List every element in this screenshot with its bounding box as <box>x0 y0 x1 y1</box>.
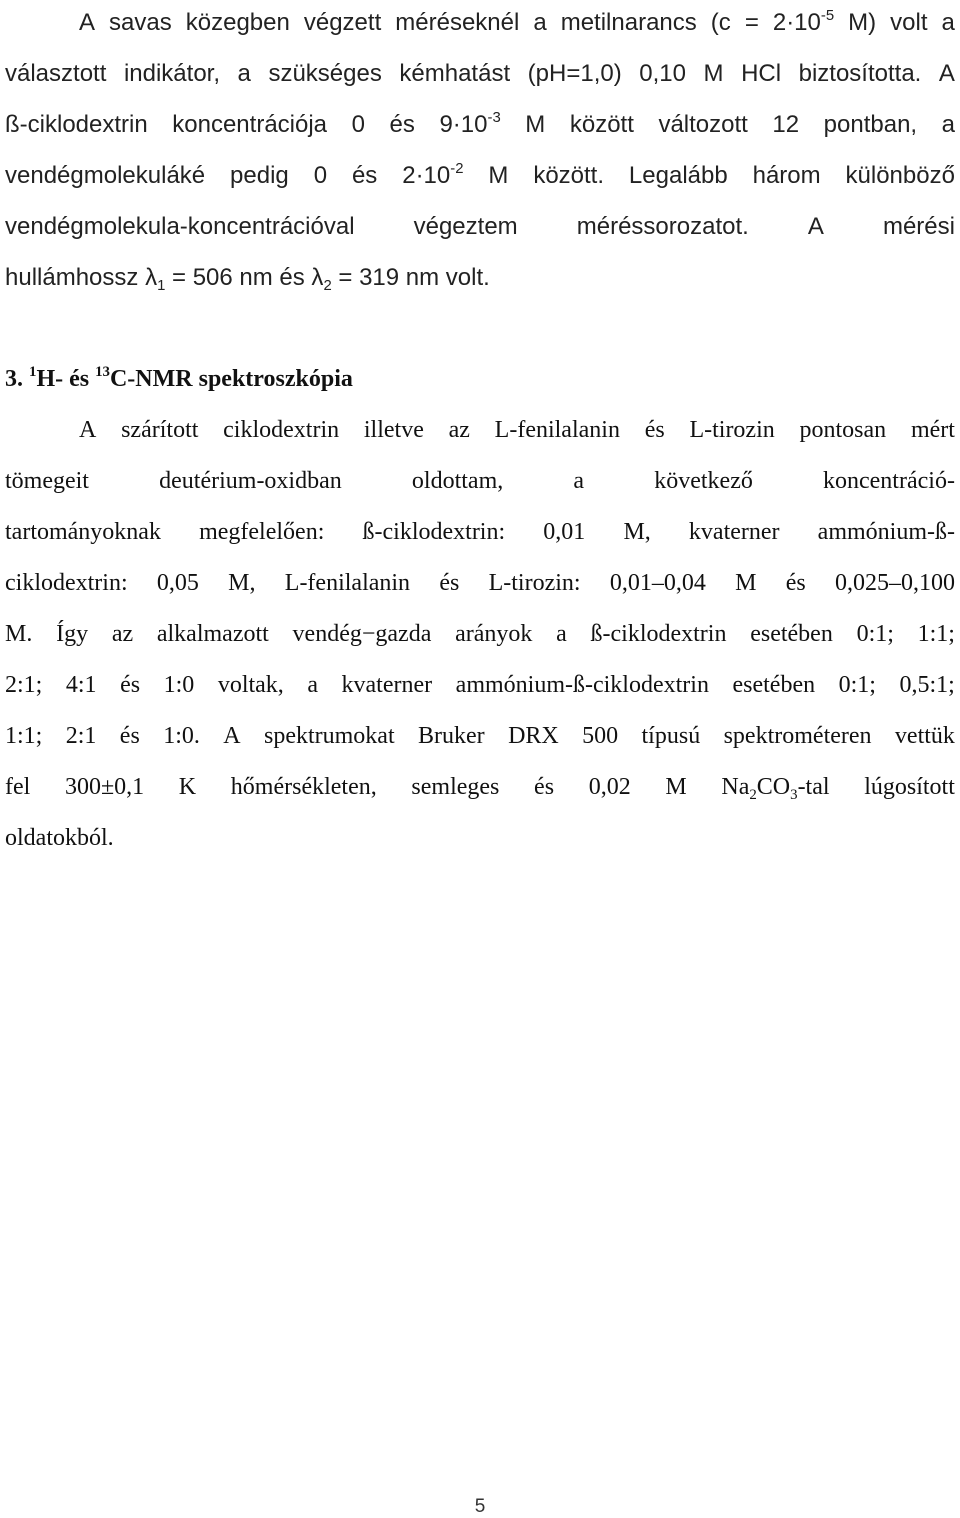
word: 2:1; <box>5 672 43 698</box>
word: és <box>644 417 665 443</box>
word: és <box>785 570 806 596</box>
word: M <box>488 162 509 189</box>
word: tartományoknak <box>5 519 161 545</box>
text-line <box>5 660 955 711</box>
text-line <box>5 48 955 99</box>
word: 1:1; <box>5 723 43 749</box>
word: indikátor, <box>123 60 220 87</box>
word: oldottam, <box>411 468 504 494</box>
word: ß-ciklodextrin: <box>362 519 506 545</box>
word: ciklodextrin <box>223 417 340 443</box>
word: között. <box>533 162 605 189</box>
word: méréssorozatot. <box>576 213 749 240</box>
text-line <box>5 762 955 813</box>
word: változott <box>658 111 748 138</box>
word: savas <box>109 9 172 36</box>
word: 0,02 <box>588 774 631 800</box>
word: L-fenilalanin <box>284 570 411 596</box>
word: méréseknél <box>395 9 520 36</box>
paragraph-spectrophotometry-conditions <box>5 0 955 303</box>
word: 0,01 <box>543 519 586 545</box>
word: közegben <box>185 9 290 36</box>
word: 0,05 <box>156 570 199 596</box>
word: M, <box>623 519 651 545</box>
word: szárított <box>121 417 199 443</box>
word: biztosította. <box>798 60 922 87</box>
word: ß-ciklodextrin <box>590 621 727 647</box>
word: $2\cdot 10^{-2}$ <box>402 161 464 189</box>
text-line <box>5 507 955 558</box>
word: (pH=1,0) <box>527 60 622 87</box>
word: típusú <box>641 723 701 749</box>
word: vendégmolekuláké <box>5 162 206 189</box>
word: koncentrációja <box>172 111 328 138</box>
word: a <box>307 672 318 698</box>
word: oldatokból. <box>5 825 114 851</box>
word: spektrumokat <box>263 723 395 749</box>
word: 2:1 <box>65 723 97 749</box>
word: és <box>439 570 460 596</box>
word: ammónium-ß-ciklodextrin <box>455 672 709 698</box>
text-line <box>5 0 955 48</box>
text-line <box>5 456 955 507</box>
word: a <box>533 9 547 36</box>
word: megfelelően: <box>199 519 325 545</box>
word: K <box>178 774 197 800</box>
word: esetében <box>750 621 833 647</box>
word: DRX <box>508 723 559 749</box>
word: lúgosított <box>864 774 955 800</box>
text-line <box>5 711 955 762</box>
word: M <box>735 570 757 596</box>
word: A <box>807 213 824 240</box>
word: Bruker <box>418 723 485 749</box>
word: L-tirozin <box>689 417 775 443</box>
word: alkalmazott <box>156 621 269 647</box>
word: kvaterner <box>341 672 433 698</box>
word: és <box>120 672 141 698</box>
word: = <box>744 9 759 36</box>
word: 1:0 <box>163 672 195 698</box>
word: között <box>569 111 634 138</box>
word: ß-ciklodextrin <box>5 111 148 138</box>
word: fel <box>5 774 31 800</box>
word: L-tirozin: <box>488 570 581 596</box>
page-number: 5 <box>474 1496 486 1517</box>
text-line <box>5 201 955 252</box>
text-line <box>5 558 955 609</box>
word: semleges <box>411 774 500 800</box>
word: hőmérsékleten, <box>230 774 377 800</box>
word: M <box>525 111 546 138</box>
word: 0 <box>351 111 365 138</box>
word: 4:1 <box>65 672 97 698</box>
word: $9\cdot 10^{-3}$ <box>439 110 501 138</box>
word: ammónium-ß- <box>817 519 955 545</box>
word: 0:1; <box>838 672 876 698</box>
word: három <box>752 162 821 189</box>
word: és <box>119 723 140 749</box>
word: 1:1; <box>917 621 955 647</box>
word: az <box>111 621 134 647</box>
word: és <box>389 111 415 138</box>
word: szükséges <box>268 60 382 87</box>
word: vettük <box>894 723 955 749</box>
section-title: 3. $^1$H- és $^{13}$C-NMR spektroszkópia <box>5 364 353 392</box>
word: kémhatást <box>399 60 511 87</box>
word: esetében <box>732 672 816 698</box>
word: 500 <box>582 723 619 749</box>
word: M <box>665 774 687 800</box>
word: illetve <box>363 417 424 443</box>
word: A <box>938 60 955 87</box>
word: 0,5:1; <box>899 672 955 698</box>
word: hullámhossz $\lambda_1 = 506$ nm és $\lambda_2 = 319$ nm volt. <box>5 264 490 295</box>
word: tömegeit <box>5 468 89 494</box>
word: volt <box>890 9 928 36</box>
text-line <box>5 150 955 201</box>
word: és <box>351 162 378 189</box>
word: végzett <box>303 9 382 36</box>
word: és <box>534 774 555 800</box>
word: pontban, <box>823 111 918 138</box>
word: M, <box>228 570 256 596</box>
word: mért <box>910 417 955 443</box>
word: Így <box>56 621 89 647</box>
word: M) <box>848 9 877 36</box>
word: ciklodextrin: <box>5 570 128 596</box>
word: 1:0. <box>163 723 200 749</box>
word: a <box>237 60 251 87</box>
word: spektrométeren <box>723 723 872 749</box>
word: 0:1; <box>856 621 894 647</box>
word: kvaterner <box>688 519 780 545</box>
word: arányok <box>455 621 533 647</box>
word: 0,025–0,100 <box>834 570 955 596</box>
word: koncentráció- <box>823 468 955 494</box>
text-line <box>5 99 955 150</box>
text-line <box>5 405 955 456</box>
word: A <box>79 9 96 36</box>
text-line <box>5 609 955 660</box>
word: voltak, <box>217 672 284 698</box>
word: A <box>223 723 241 749</box>
word: 300±0,1 <box>64 774 145 800</box>
word: HCl <box>741 60 782 87</box>
word: metilnarancs <box>560 9 697 36</box>
word: választott <box>5 60 107 87</box>
word: $2\cdot 10^{-5}$ <box>772 8 835 36</box>
word: vendég−gazda <box>292 621 432 647</box>
word: M <box>703 60 724 87</box>
word: a <box>573 468 585 494</box>
word: 12 <box>772 111 800 138</box>
text-line <box>5 252 955 303</box>
word: különböző <box>845 162 955 189</box>
word: a <box>556 621 567 647</box>
word: 0,10 <box>639 60 686 87</box>
word: pontosan <box>799 417 887 443</box>
word: mérési <box>882 213 955 240</box>
word: L-fenilalanin <box>494 417 620 443</box>
word: pedig <box>230 162 289 189</box>
word: következő <box>654 468 753 494</box>
word: $Na_2CO_3$-tal <box>721 774 830 804</box>
word: A <box>79 417 97 443</box>
word: végeztem <box>413 213 518 240</box>
word: (c <box>710 9 731 36</box>
section-heading-nmr <box>5 354 955 405</box>
word: a <box>941 111 955 138</box>
paragraph-nmr-methods <box>5 405 955 864</box>
word: deutérium-oxidban <box>159 468 342 494</box>
word: 0,01–0,04 <box>609 570 706 596</box>
word: 0 <box>313 162 328 189</box>
word: Legalább <box>628 162 728 189</box>
word: a <box>941 9 955 36</box>
word: az <box>448 417 470 443</box>
word: vendégmolekula-koncentrációval <box>5 213 355 240</box>
text-line <box>5 813 955 864</box>
word: M. <box>5 621 33 647</box>
